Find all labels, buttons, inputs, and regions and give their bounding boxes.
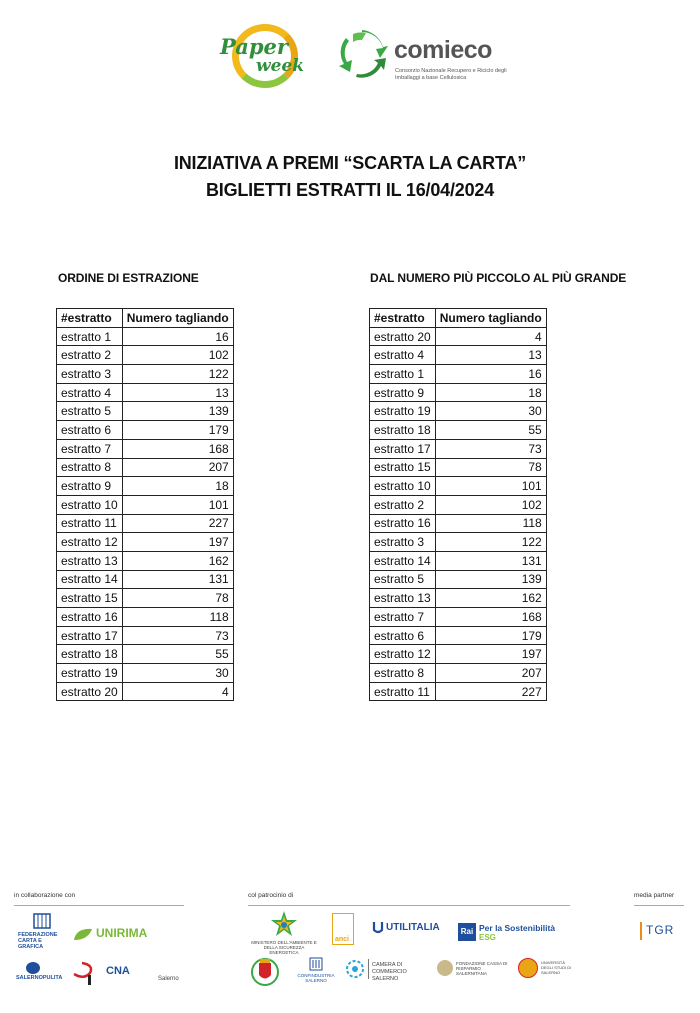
- camera-commercio-logo: [345, 959, 435, 981]
- numero-cell: 102: [122, 346, 233, 365]
- table-row: [370, 570, 547, 589]
- estratto-cell: estratto 3: [370, 533, 436, 552]
- universita-logo: [518, 958, 572, 980]
- table-row: [370, 514, 547, 533]
- table-row: [370, 645, 547, 664]
- confindustria-icon: [309, 957, 323, 971]
- tgr-logo: [636, 920, 682, 942]
- estratto-cell: estratto 6: [57, 421, 123, 440]
- numero-cell: 197: [122, 533, 233, 552]
- estratto-cell: estratto 20: [57, 682, 123, 701]
- estratto-cell: estratto 13: [57, 551, 123, 570]
- salerno-logo: [158, 967, 179, 985]
- unirima-leaf-icon: [72, 926, 94, 942]
- numero-cell: 179: [122, 421, 233, 440]
- tgr-text: TGR: [646, 923, 675, 937]
- numero-cell: 122: [122, 365, 233, 384]
- numero-cell: 227: [435, 682, 546, 701]
- numero-cell: 118: [122, 608, 233, 627]
- numero-cell: 73: [435, 439, 546, 458]
- ministero-star-icon: [269, 910, 299, 938]
- utilitalia-logo: [372, 920, 442, 940]
- unirima-text: UNIRIMA: [96, 926, 148, 940]
- table-row: [370, 327, 547, 346]
- numero-cell: 55: [435, 421, 546, 440]
- estratto-cell: estratto 11: [370, 682, 436, 701]
- sorted-order-table: [369, 308, 547, 701]
- paperweek-logo-text: Paper: [220, 34, 288, 59]
- estratto-cell: estratto 11: [57, 514, 123, 533]
- estratto-cell: estratto 8: [57, 458, 123, 477]
- table-row: [57, 365, 234, 384]
- confindustria-logo: [296, 957, 336, 985]
- title-line-1: INIZIATIVA A PREMI “SCARTA LA CARTA”: [173, 153, 527, 173]
- rai-text: Rai: [458, 923, 476, 941]
- estratto-cell: estratto 16: [57, 608, 123, 627]
- estratto-cell: estratto 1: [370, 365, 436, 384]
- paperweek-logo: [218, 22, 318, 92]
- table-row: [57, 533, 234, 552]
- estratto-cell: estratto 19: [57, 664, 123, 683]
- numero-cell: 162: [122, 551, 233, 570]
- universita-text: UNIVERSITÀ DEGLI STUDI DI SALERNO: [541, 960, 572, 975]
- table-row: [370, 551, 547, 570]
- rai-esg-text: ESG: [479, 933, 496, 942]
- estratto-cell: estratto 17: [370, 439, 436, 458]
- table-row: [57, 346, 234, 365]
- estratto-cell: estratto 14: [57, 570, 123, 589]
- numero-cell: 4: [122, 682, 233, 701]
- estratto-cell: estratto 9: [57, 477, 123, 496]
- estratto-cell: estratto 5: [57, 402, 123, 421]
- estratto-cell: estratto 3: [57, 365, 123, 384]
- numero-cell: 18: [435, 383, 546, 402]
- numero-cell: 227: [122, 514, 233, 533]
- estratto-cell: estratto 13: [370, 589, 436, 608]
- numero-cell: 168: [122, 439, 233, 458]
- ministero-logo: [250, 910, 318, 955]
- utilitalia-icon: [372, 921, 384, 935]
- table-row: [57, 402, 234, 421]
- numero-cell: 55: [122, 645, 233, 664]
- estratto-cell: estratto 16: [370, 514, 436, 533]
- estratto-cell: estratto 4: [370, 346, 436, 365]
- header-logos: [218, 22, 518, 92]
- estratto-cell: estratto 18: [57, 645, 123, 664]
- media-label: media partner: [634, 892, 675, 899]
- table-row: [57, 421, 234, 440]
- estratto-cell: estratto 7: [370, 608, 436, 627]
- numero-cell: 101: [435, 477, 546, 496]
- patrocinio-divider: [248, 905, 570, 906]
- numero-cell: 197: [435, 645, 546, 664]
- numero-cell: 4: [435, 327, 546, 346]
- comieco-logo: [336, 28, 516, 88]
- comieco-name: comieco: [394, 36, 492, 64]
- anci-logo: [332, 913, 354, 945]
- page-title: [0, 150, 700, 204]
- table-row: [57, 645, 234, 664]
- numero-cell: 131: [122, 570, 233, 589]
- estratto-cell: estratto 17: [57, 626, 123, 645]
- table-row: [370, 439, 547, 458]
- media-divider: [634, 905, 684, 906]
- estratto-cell: estratto 19: [370, 402, 436, 421]
- table-row: [57, 608, 234, 627]
- estratto-cell: estratto 5: [370, 570, 436, 589]
- table-row: [370, 626, 547, 645]
- estratto-cell: estratto 10: [57, 495, 123, 514]
- table-row: [57, 570, 234, 589]
- numero-cell: 131: [435, 551, 546, 570]
- column-header-estratto: #estratto: [57, 309, 123, 328]
- numero-cell: 18: [122, 477, 233, 496]
- comune-crest-logo: [250, 955, 280, 987]
- numero-cell: 139: [122, 402, 233, 421]
- table-row: [370, 589, 547, 608]
- numero-cell: 101: [122, 495, 233, 514]
- table-row: [57, 383, 234, 402]
- table-row: [57, 664, 234, 683]
- numero-cell: 118: [435, 514, 546, 533]
- right-section-heading: DAL NUMERO PIÙ PICCOLO AL PIÙ GRANDE: [370, 271, 627, 285]
- estratto-cell: estratto 15: [57, 589, 123, 608]
- table-row: [370, 495, 547, 514]
- collab-label: in collaborazione con: [14, 892, 76, 899]
- numero-cell: 30: [435, 402, 546, 421]
- numero-cell: 168: [435, 608, 546, 627]
- camera-commercio-icon: [345, 959, 365, 979]
- numero-cell: 30: [122, 664, 233, 683]
- column-header-numero: Numero tagliando: [435, 309, 546, 328]
- numero-cell: 13: [122, 383, 233, 402]
- extraction-order-table: [56, 308, 234, 701]
- federazione-text: FEDERAZIONE CARTA E GRAFICA: [18, 932, 58, 950]
- numero-cell: 179: [435, 626, 546, 645]
- red-swirl-icon: [64, 960, 100, 986]
- table-row: [370, 402, 547, 421]
- universita-seal-icon: [518, 958, 538, 978]
- table-row: [370, 383, 547, 402]
- estratto-cell: estratto 9: [370, 383, 436, 402]
- table-row: [370, 421, 547, 440]
- utilitalia-text: UTILITALIA: [386, 922, 440, 933]
- numero-cell: 122: [435, 533, 546, 552]
- fondazione-logo: [437, 960, 511, 980]
- unirima-logo: [72, 924, 167, 944]
- numero-cell: 13: [435, 346, 546, 365]
- numero-cell: 78: [435, 458, 546, 477]
- table-row: [370, 346, 547, 365]
- confindustria-text: CONFINDUSTRIA SALERNO: [297, 973, 335, 983]
- salernopulita-icon: [26, 962, 40, 974]
- comieco-subtitle: Consorzio Nazionale Recupero e Riciclo degli Imballaggi a base Cellulosica: [395, 68, 507, 81]
- estratto-cell: estratto 18: [370, 421, 436, 440]
- title-line-2: BIGLIETTI ESTRATTI IL 16/04/2024: [205, 180, 495, 200]
- numero-cell: 207: [122, 458, 233, 477]
- crest-icon: [250, 955, 280, 987]
- table-row: [57, 439, 234, 458]
- table-row: [57, 589, 234, 608]
- cna-text: CNA: [106, 965, 130, 977]
- paperweek-logo-text-2: week: [256, 56, 305, 76]
- cna-logo: [106, 963, 152, 985]
- estratto-cell: estratto 15: [370, 458, 436, 477]
- collab-divider: [14, 905, 184, 906]
- table-row: [57, 626, 234, 645]
- table-row: [57, 495, 234, 514]
- sponsor-logo-red: [64, 960, 100, 986]
- estratto-cell: estratto 7: [57, 439, 123, 458]
- numero-cell: 162: [435, 589, 546, 608]
- numero-cell: 73: [122, 626, 233, 645]
- numero-cell: 207: [435, 664, 546, 683]
- table-row: [370, 608, 547, 627]
- table-row: [370, 477, 547, 496]
- estratto-cell: estratto 1: [57, 327, 123, 346]
- table-row: [57, 682, 234, 701]
- recycle-icon: [336, 28, 388, 80]
- table-row: [370, 365, 547, 384]
- fondazione-text: FONDAZIONE CASSA DI RISPARMIO SALERNITANA: [456, 961, 508, 976]
- ministero-text: MINISTERO DELL'AMBIENTE E DELLA SICUREZZA ENERGETICA: [251, 940, 317, 955]
- federazione-emblem-icon: [18, 912, 66, 930]
- estratto-cell: estratto 12: [370, 645, 436, 664]
- estratto-cell: estratto 14: [370, 551, 436, 570]
- estratto-cell: estratto 4: [57, 383, 123, 402]
- estratto-cell: estratto 2: [57, 346, 123, 365]
- estratto-cell: estratto 20: [370, 327, 436, 346]
- estratto-cell: estratto 10: [370, 477, 436, 496]
- table-row: [370, 533, 547, 552]
- table-row: [370, 664, 547, 683]
- table-header-row: [370, 309, 547, 328]
- estratto-cell: estratto 2: [370, 495, 436, 514]
- rai-sostenibilita-text: Per la Sostenibilità: [479, 923, 556, 933]
- salernopulita-text: SALERNOPULITA: [16, 975, 63, 981]
- table-row: [57, 551, 234, 570]
- fondazione-icon: [437, 960, 453, 976]
- table-row: [370, 458, 547, 477]
- table-row: [57, 477, 234, 496]
- patrocinio-label: col patrocinio di: [248, 892, 294, 899]
- numero-cell: 102: [435, 495, 546, 514]
- column-header-estratto: #estratto: [370, 309, 436, 328]
- table-row: [57, 327, 234, 346]
- salerno-text: Salerno: [158, 976, 179, 982]
- numero-cell: 78: [122, 589, 233, 608]
- federazione-logo: [18, 912, 66, 952]
- numero-cell: 16: [122, 327, 233, 346]
- estratto-cell: estratto 6: [370, 626, 436, 645]
- left-section-heading: ORDINE DI ESTRAZIONE: [58, 271, 199, 285]
- column-header-numero: Numero tagliando: [122, 309, 233, 328]
- table-row: [370, 682, 547, 701]
- rai-logo: [458, 922, 570, 946]
- anci-text: anci: [335, 936, 350, 943]
- camera-commercio-text: CAMERA DI COMMERCIO SALERNO: [372, 962, 407, 982]
- table-header-row: [57, 309, 234, 328]
- numero-cell: 139: [435, 570, 546, 589]
- table-row: [57, 458, 234, 477]
- table-row: [57, 514, 234, 533]
- numero-cell: 16: [435, 365, 546, 384]
- estratto-cell: estratto 8: [370, 664, 436, 683]
- salernopulita-logo: [16, 962, 63, 984]
- estratto-cell: estratto 12: [57, 533, 123, 552]
